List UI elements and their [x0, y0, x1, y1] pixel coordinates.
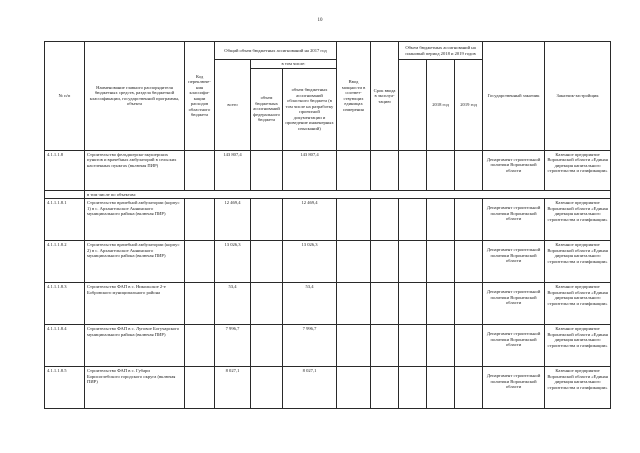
row-blank: [455, 325, 483, 367]
row-term: [371, 199, 399, 241]
row-num: 4.1.1.1.8: [45, 150, 85, 190]
row-num: 4.1.1.1.8.5: [45, 367, 85, 409]
row-code: [185, 199, 215, 241]
row-blank: [455, 199, 483, 241]
row-power: [337, 241, 371, 283]
row-2019: [427, 199, 455, 241]
header-num: № п/п: [45, 42, 85, 151]
row-regional: 53,4: [283, 283, 337, 325]
header-planned: Объем бюджетных ассигнований на плановый период 2018 и 2019 годов: [399, 42, 483, 60]
row-name: Строительство врачебной амбулатории (корпус 1) в с. Архангельское Аннинского муниципального района (включая ПИР): [85, 199, 185, 241]
row-code: [185, 150, 215, 190]
row-total: 143 807,4: [215, 150, 251, 190]
row-term: [371, 283, 399, 325]
row-federal: [251, 199, 283, 241]
row-blank: [455, 367, 483, 409]
row-term: [371, 241, 399, 283]
row-name: Строительство врачебной амбулатории (корпус 2) в с. Архангельское Аннинского муниципального района (включая ПИР): [85, 241, 185, 283]
row-federal: [251, 150, 283, 190]
table-row: [45, 199, 611, 241]
row-num: 4.1.1.1.8.4: [45, 325, 85, 367]
row-power: [337, 199, 371, 241]
row-term: [371, 325, 399, 367]
row-total: 8 027,1: [215, 367, 251, 409]
row-developer: Казенное предприятие Воронежской области «Единая дирекция капитального строительства и газификации»: [545, 283, 611, 325]
row-num: 4.1.1.1.8.1: [45, 199, 85, 241]
row-regional: 7 996,7: [283, 325, 337, 367]
row-federal: [251, 283, 283, 325]
row-blank: [455, 150, 483, 190]
header-planned-blank: [399, 60, 427, 151]
row-name: Строительство ФАП в с. Губари Борисоглебского городского округа (включая ПИР): [85, 367, 185, 409]
row-num: 4.1.1.1.8.2: [45, 241, 85, 283]
row-developer: Казенное предприятие Воронежской области «Единая дирекция капитального строительства и газификации»: [545, 150, 611, 190]
row-customer: Департамент строительной политики Воронежской области: [483, 241, 545, 283]
row-customer: Департамент строительной политики Воронежской области: [483, 199, 545, 241]
row-code: [185, 367, 215, 409]
row-2019: [427, 150, 455, 190]
row-2018: [399, 241, 427, 283]
header-term: Срок ввода в эксплуа-тацию: [371, 42, 399, 151]
row-code: [185, 325, 215, 367]
row-customer: Департамент строительной политики Воронежской области: [483, 150, 545, 190]
row-power: [337, 150, 371, 190]
row-customer: Департамент строительной политики Воронежской области: [483, 367, 545, 409]
row-developer: Казенное предприятие Воронежской области «Единая дирекция капитального строительства и газификации»: [545, 241, 611, 283]
header-total-2017: Общий объем бюджетных ассигнований на 2017 год: [215, 42, 337, 60]
row-num: 4.1.1.1.8.3: [45, 283, 85, 325]
header-developer: Заказчик-застройщик: [545, 42, 611, 151]
row-term: [371, 150, 399, 190]
row-developer: Казенное предприятие Воронежской области «Единая дирекция капитального строительства и газификации»: [545, 325, 611, 367]
budget-table: [44, 41, 611, 409]
row-customer: Департамент строительной политики Воронежской области: [483, 283, 545, 325]
table-row: [45, 325, 611, 367]
row-blank: [455, 283, 483, 325]
table-row: [45, 241, 611, 283]
header-incl: в том числе:: [251, 60, 337, 69]
row-total: 13 026,3: [215, 241, 251, 283]
header-incl-federal: объем бюджетных ассигнований федерального бюджета: [251, 68, 283, 150]
table-row: [45, 190, 611, 199]
table-row: [45, 283, 611, 325]
row-total: 7 996,7: [215, 325, 251, 367]
row-name: Строительство ФАП в с. Никольское 2-е Бобровского муниципального района: [85, 283, 185, 325]
row-regional: 8 027,1: [283, 367, 337, 409]
row-name: Строительство фельдшерско-акушерских пунктов и врачебных амбулаторий в сельских населенных пунктах (включая ПИР): [85, 150, 185, 190]
row-regional: 143 807,4: [283, 150, 337, 190]
row-code: [185, 241, 215, 283]
row-power: [337, 367, 371, 409]
row-power: [337, 283, 371, 325]
row-num: [45, 190, 85, 199]
row-2019: [427, 367, 455, 409]
header-name: Наименование главного распорядителя бюджетных средств, раздела бюджетной классификации, государственной программы, объекта: [85, 42, 185, 151]
header-2019: 2019 год: [455, 60, 483, 151]
row-federal: [251, 325, 283, 367]
header-power: Ввод мощности в соответ-ствующих единицах измерения: [337, 42, 371, 151]
table-row: [45, 367, 611, 409]
header-2018: 2018 год: [427, 60, 455, 151]
row-2019: [427, 283, 455, 325]
row-total: 53,4: [215, 283, 251, 325]
row-2019: [427, 241, 455, 283]
row-2019: [427, 325, 455, 367]
row-federal: [251, 367, 283, 409]
row-2018: [399, 367, 427, 409]
row-2018: [399, 150, 427, 190]
header-code: Код переключе-ния классифи-кации расходов областного бюджета: [185, 42, 215, 151]
table-row: [45, 150, 611, 190]
row-regional: 13 026,3: [283, 241, 337, 283]
header-customer: Государственный заказчик: [483, 42, 545, 151]
page-number: 10: [317, 18, 323, 23]
row-federal: [251, 241, 283, 283]
row-2018: [399, 325, 427, 367]
row-power: [337, 325, 371, 367]
row-developer: Казенное предприятие Воронежской области «Единая дирекция капитального строительства и газификации»: [545, 367, 611, 409]
row-regional: 12 469,4: [283, 199, 337, 241]
row-code: [185, 283, 215, 325]
row-2018: [399, 199, 427, 241]
row-developer: Казенное предприятие Воронежской области «Единая дирекция капитального строительства и газификации»: [545, 199, 611, 241]
row-2018: [399, 283, 427, 325]
row-subheading: в том числе по объектам:: [85, 190, 611, 199]
header-incl-regional: объем бюджетных ассигнований областного бюджета (в том числе на разработку проектной документации и проведение инженерных изысканий): [283, 68, 337, 150]
row-term: [371, 367, 399, 409]
header-total-all: всего: [215, 60, 251, 151]
row-blank: [455, 241, 483, 283]
row-total: 12 469,4: [215, 199, 251, 241]
row-customer: Департамент строительной политики Воронежской области: [483, 325, 545, 367]
row-name: Строительство ФАП в с. Луговое Богучарского муниципального района (включая ПИР): [85, 325, 185, 367]
